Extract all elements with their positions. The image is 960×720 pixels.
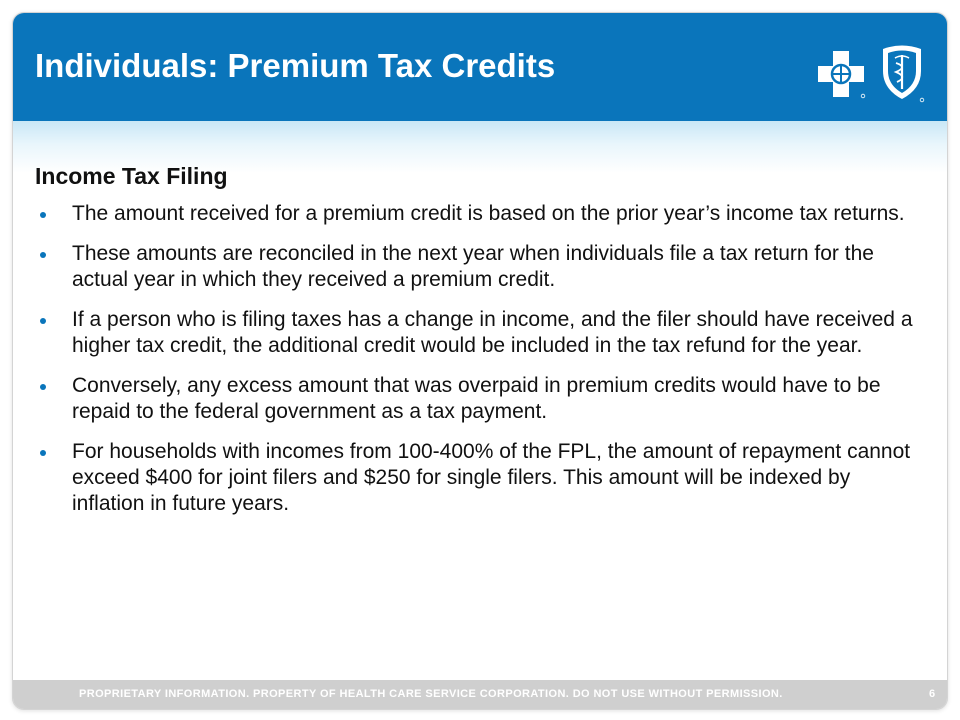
bullet-text: For households with incomes from 100-400% of the FPL, the amount of repayment cannot exceed $400 for joint filers and $250 for single filers. This amount will be indexed by inflation in future years. — [72, 440, 911, 515]
bullet-item — [35, 439, 925, 517]
bullet-item — [35, 373, 925, 425]
bullet-text: Conversely, any excess amount that was overpaid in premium credits would have to be repaid to the federal government as a tax payment. — [72, 374, 881, 423]
slide-title: Individuals: Premium Tax Credits — [35, 47, 556, 84]
blue-shield-logo-icon — [879, 43, 925, 103]
footer-bar — [13, 680, 947, 709]
bullet-list — [35, 201, 925, 517]
bullet-dot-icon — [40, 252, 46, 258]
bullet-dot-icon — [40, 318, 46, 324]
bullet-item — [35, 201, 925, 227]
bullet-item — [35, 241, 925, 293]
bullet-item — [35, 307, 925, 359]
bullet-dot-icon — [40, 384, 46, 390]
footer-disclaimer: PROPRIETARY INFORMATION. PROPERTY OF HEALTH CARE SERVICE CORPORATION. DO NOT USE WITHOUT PERMISSION. — [79, 688, 783, 700]
blue-cross-logo-icon — [816, 49, 866, 99]
bullet-dot-icon — [40, 450, 46, 456]
page-number: 6 — [929, 688, 936, 700]
bullet-text: These amounts are reconciled in the next year when individuals file a tax return for the actual year in which they received a premium credit. — [72, 242, 874, 291]
bullet-dot-icon — [40, 212, 46, 218]
slide-content — [35, 161, 925, 531]
section-heading: Income Tax Filing — [35, 163, 228, 189]
title-bar — [13, 13, 947, 121]
bullet-text: If a person who is filing taxes has a change in income, and the filer should have received a higher tax credit, the additional credit would be included in the tax refund for the year. — [72, 308, 913, 357]
bullet-text: The amount received for a premium credit is based on the prior year’s income tax returns. — [72, 202, 905, 225]
slide — [12, 12, 948, 710]
